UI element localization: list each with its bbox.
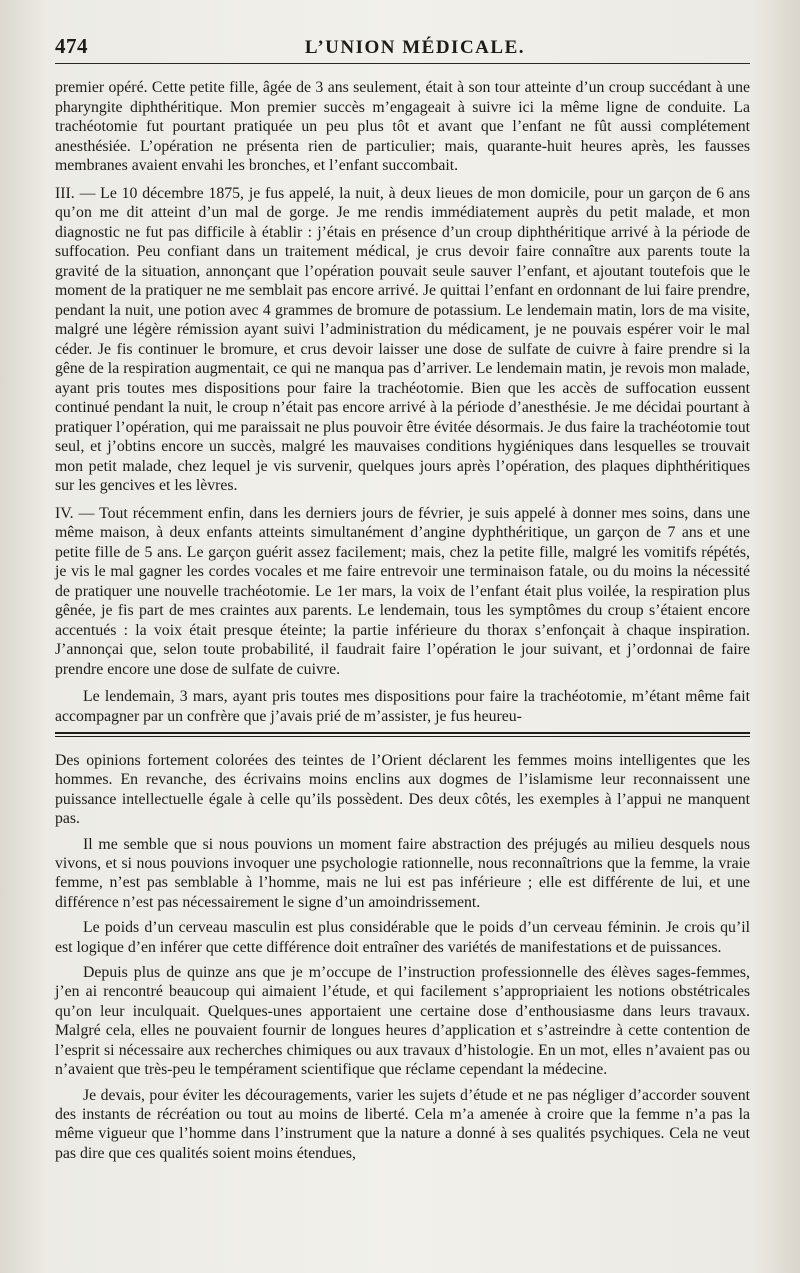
feuilleton-paragraph-5: Je devais, pour éviter les découragements, varier les sujets d’étude et ne pas négliger d’accorder souvent des instants de récréation ou tout au moins de liberté. Cela m’a amenée à croire que la femme n’a pas la même vigueur que l’homme dans l’instrument que la nature a donné à ses qualités psychiques. Cela ne veut pas dire que ces qualités soient moins étendues, xyxy=(55,1086,750,1162)
case-number-iv: IV. xyxy=(55,504,74,522)
case-number-iii: III. xyxy=(55,184,75,202)
page-number: 474 xyxy=(55,34,88,58)
case-iii-text: — Le 10 décembre 1875, je fus appelé, la nuit, à deux lieues de mon domicile, pour un garçon de 6 ans qu’on me dit atteint d’un mal de gorge. Je me rendis immédiatement auprès du petit malade, et mon diagnostic ne fut pas difficile à établir : j’étais en présence d’un croup diphthéritique arrivé à la période de suffocation. Peu confiant dans un traitement médical, je crus devoir faire connaître aux parents toute la gravité de la situation, annonçant que l’opération pouvait seule sauver l’enfant, et ajoutant toutefois que le moment de la pratiquer ne me semblait pas encore arrivé. Je quittai l’enfant en ordonnant de lui faire prendre, pendant la nuit, une potion avec 4 grammes de bromure de potassium. Le lendemain matin, lors de ma visite, malgré une légère rémission ayant suivi l’administration du médicament, je ne pouvais espérer voir le mal céder. Je fis continuer le bromure, et crus devoir laisser une dose de sulfate de cuivre à faire prendre si la gêne de la respiration augmentait, ce qui ne manqua pas d’arriver. Le lendemain matin, je revois mon malade, ayant pris toutes mes dispositions pour faire la trachéotomie. Bien que les accès de suffocation eussent continué pendant la nuit, le croup n’était pas encore arrivé à la période d’anesthésie. Je me décidai pourtant à pratiquer l’opération, qui me paraissait ne plus pouvoir être évitée désormais. Je dus faire la trachéotomie tout seul, et j’obtins encore un succès, malgré les mauvaises conditions hygiéniques dans lesquelles se trouvait mon petit malade, chez lequel je vis survenir, quelques jours après l’opération, des plaques diphthéritiques sur les gencives et les lèvres. xyxy=(55,184,750,494)
feuilleton-paragraph-2: Il me semble que si nous pouvions un moment faire abstraction des préjugés au milieu desquels nous vivons, et si nous pouvions invoquer une psychologie rationnelle, nous reconnaîtrions que la femme, la vraie femme, n’est pas semblable à l’homme, mais ne lui est pas inférieure ; elle est différente de lui, et une différence n’est pas nécessairement le signe d’un amoindrissement. xyxy=(55,835,750,911)
feuilleton-body xyxy=(55,751,750,1163)
feuilleton-paragraph-3: Le poids d’un cerveau masculin est plus considérable que le poids d’un cerveau féminin. Je crois qu’il est logique d’en inférer que cette différence doit entraîner des variétés de manifestations et de puissances. xyxy=(55,919,750,956)
page-header xyxy=(55,34,750,64)
case-iv-text: — Tout récemment enfin, dans les derniers jours de février, je suis appelé à donner mes soins, dans une même maison, à deux enfants atteints simultanément d’angine dyphthéritique, un garçon de 7 ans et une petite fille de 5 ans. Le garçon guérit assez facilement; mais, chez la petite fille, malgré les vomitifs répétés, je vis le mal gagner les cordes vocales et me faire entrevoir une terminaison fatale, ou du moins la nécessité de pratiquer une nouvelle trachéotomie. Le 1er mars, la voix de l’enfant était plus voilée, la respiration plus gênée, je fis part de mes craintes aux parents. Le lendemain, tous les symptômes du croup s’étaient encore accentués : la voix était presque éteinte; la partie inférieure du thorax s’enfonçait à chaque inspiration. J’annonçai que, selon toute probabilité, il faudrait faire l’opération le jour suivant, et j’ordonnai de faire prendre encore une dose de sulfate de cuivre. xyxy=(55,504,750,678)
article-paragraph-1: premier opéré. Cette petite fille, âgée de 3 ans seulement, était à son tour atteinte d’un croup succédant à une pharyngite diphthéritique. Mon premier succès m’engageait à suivre ici la même ligne de conduite. La trachéotomie fut pourtant pratiquée un peu plus tôt et avant que l’enfant ne fût aussi complétement anesthésiée. L’opération ne présenta rien de particulier; mais, quarante-huit heures après, les fausses membranes avaient envahi les bronches, et l’enfant succombait. xyxy=(55,79,750,174)
article-paragraph-2 xyxy=(55,184,750,496)
feuilleton-separator xyxy=(55,732,750,737)
feuilleton-paragraph-1: Des opinions fortement colorées des teintes de l’Orient déclarent les femmes moins intelligentes que les hommes. En revanche, des écrivains moins enclins aux dogmes de l’islamisme leur reconnaissent une puissance intellectuelle égale à celle qu’ils possèdent. Des deux côtés, les exemples à l’appui ne manquent pas. xyxy=(55,752,750,828)
feuilleton-paragraph-4: Depuis plus de quinze ans que je m’occupe de l’instruction professionnelle des élèves sages-femmes, j’en ai rencontré beaucoup qui aimaient l’étude, et qui facilement s’appropriaient les notions obstétricales qu’on leur inculquait. Quelques-unes apportaient une certaine dose d’enthousiasme dans leurs travaux. Malgré cela, elles ne pouvaient fournir de longues heures d’application et s’astreindre à cette contention de l’esprit si nécessaire aux recherches chimiques ou aux travaux d’histologie. En un mot, elles n’avaient pas ou n’avaient que très-peu le tempérament scientifique que réclame cependant la médecine. xyxy=(55,964,750,1079)
article-paragraph-3 xyxy=(55,504,750,680)
running-title: L’UNION MÉDICALE. xyxy=(304,37,525,58)
article-body xyxy=(55,78,750,726)
article-paragraph-4: Le lendemain, 3 mars, ayant pris toutes mes dispositions pour faire la trachéotomie, m’étant même fait accompagner par un confrère que j’avais prié de m’assister, je fus heureu- xyxy=(55,688,750,725)
